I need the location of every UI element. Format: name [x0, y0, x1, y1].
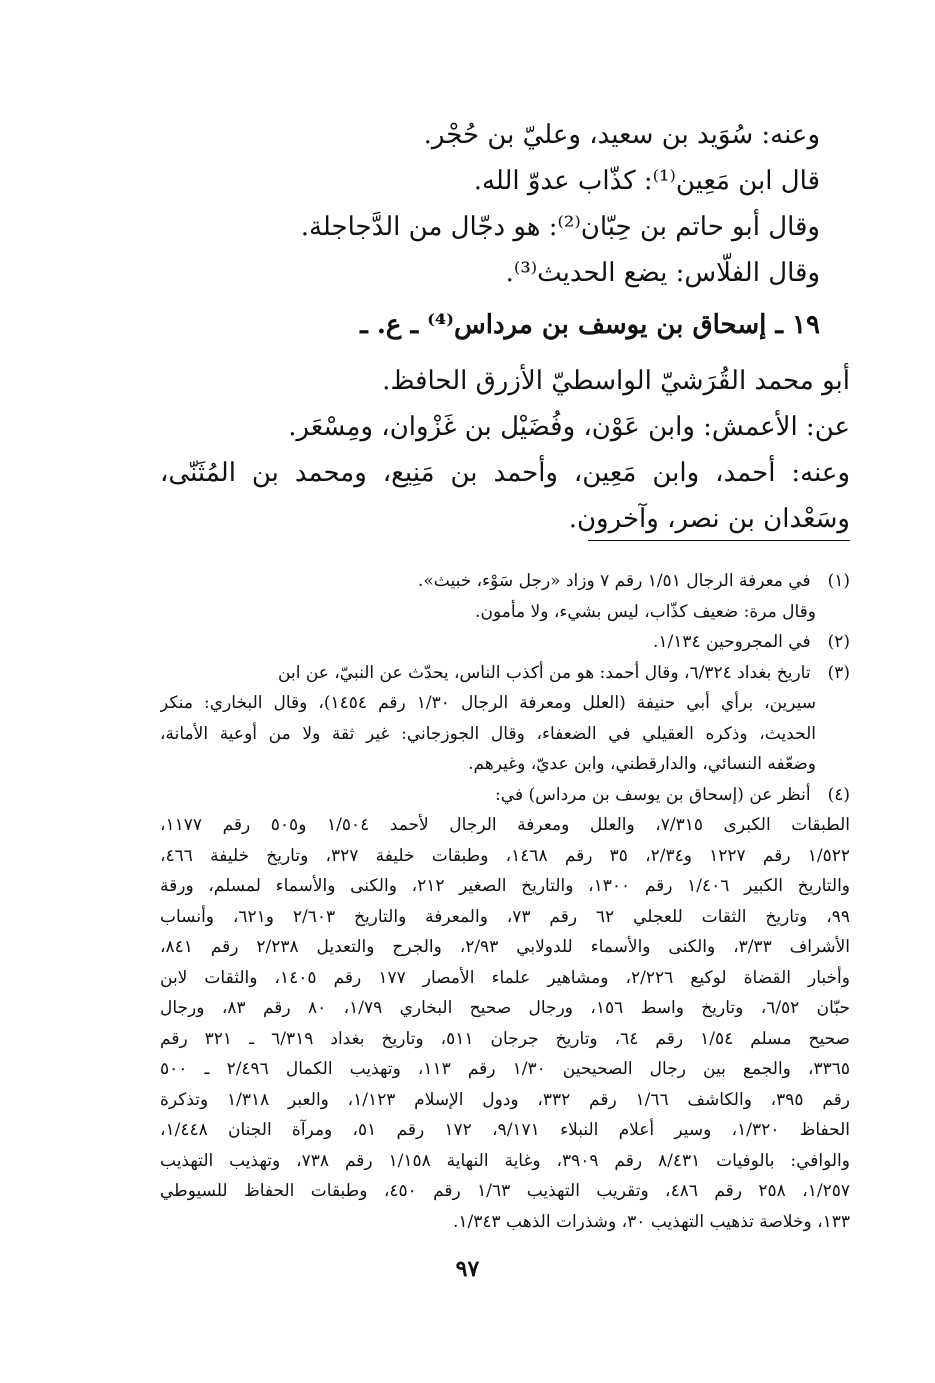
text-line-kunya: أبو محمد القُرَشيّ الواسطيّ الأزرق الحافظ. [382, 366, 850, 396]
footnote-text: ٣٣٦٥، والجمع بين رجال الصحيحين ١/٣٠ رقم ١١٣، وتهذيب الكمال ٢/٤٩٦ ـ ٥٠٠ [160, 1059, 850, 1079]
text-line-teachers: عن: الأعمش: وابن عَوْن، وفُضَيْل بن غَزْوان، ومِسْعَر. [288, 412, 850, 442]
footnote-text: والوافي: بالوفيات ٨/٤٣١ رقم ٣٩٠٩، وغاية النهاية ١/١٥٨ رقم ٧٣٨، وتهذيب التهذيب [160, 1150, 850, 1171]
footnote-number: (١) [827, 571, 850, 591]
footnotes [160, 566, 850, 1237]
text-line-fallas: وقال الفلّاس: يضع الحديث⁽³⁾. [505, 258, 820, 288]
page-number: ٩٧ [455, 1256, 480, 1282]
footnote-text: ٩٩، وتاريخ الثقات للعجلي ٦٢ رقم ٧٣، والمعرفة والتاريخ ٢/٦٠٣ و٦٢١، وأنساب [160, 906, 850, 927]
text-line-students-cont: وسَعْدان بن نصر، وآخرون. [568, 504, 850, 534]
footnote-text: أنظر عن (إسحاق بن يوسف بن مرداس) في: [495, 784, 811, 805]
footnote-3 [160, 658, 850, 780]
footnote-text: الحديث، وذكره العقيلي في الضعفاء، وقال الجوزجاني: غير ثقة ولا من أوعية الأمانة، [160, 723, 816, 744]
footnote-number: (٣) [827, 662, 850, 683]
main-text [160, 112, 850, 542]
footnote-text: والتاريخ الكبير ١/٤٠٦ رقم ١٣٠٠، والتاريخ الصغير ٢١٢، والكنى والأسماء لمسلم، ورقة [160, 876, 850, 896]
footnote-text: تاريخ بغداد ٦/٣٢٤، وقال أحمد: هو من أكذب الناس، يحدّث عن النبيّ، عن ابن [278, 662, 811, 683]
footnote-number: (٤) [827, 784, 850, 805]
footnote-text: حبّان ٦/٥٢، وتاريخ واسط ١٥٦، ورجال صحيح البخاري ١/٧٩، ٨٠ رقم ٨٣، ورجال [160, 998, 850, 1018]
footnote-text: صحيح مسلم ١/٥٤ رقم ٦٤، وتاريخ جرجان ٥١١، وتاريخ بغداد ٦/٣١٩ ـ ٣٢١ رقم [160, 1028, 850, 1049]
footnote-text: في المجروحين ١/١٣٤. [652, 632, 811, 652]
entry-heading: ١٩ ـ إسحاق بن يوسف بن مرداس⁽⁴⁾ ـ ع. ـ [360, 310, 820, 340]
text-line-students: وعنه: أحمد، وابن مَعِين، وأحمد بن مَنِيع، ومحمد بن المُثَنّى، [160, 458, 850, 488]
footnote-text: ١/٢٥٧، ٢٥٨ رقم ٤٨٦، وتقريب التهذيب ١/٦٣ رقم ٤٥٠، وطبقات الحفاظ للسيوطي [160, 1181, 850, 1201]
text-line-abu-hatim: وقال أبو حاتم بن حِبّان⁽²⁾: هو دجّال من الدَّجاجلة. [300, 212, 820, 242]
footnote-text: وقال مرة: ضعيف كذّاب، ليس بشيء، ولا مأمون. [475, 601, 816, 622]
footnote-number: (٢) [827, 632, 850, 652]
footnote-text: سيرين، برأي أبي حنيفة (العلل ومعرفة الرجال ١/٣٠ رقم ١٤٥٤)، وقال البخاري: منكر [160, 693, 816, 713]
footnote-text: ١/٥٢٢ رقم ١٢٢٧ و٢/٣٤، ٣٥ رقم ١٤٦٨، وطبقات خليفة ٣٢٧، وتاريخ خليفة ٤٦٦، [160, 845, 850, 866]
text-line-ibn-main: قال ابن مَعِين⁽¹⁾: كذّاب عدوّ الله. [473, 166, 820, 196]
footnote-text: وأخبار القضاة لوكيع ٢/٢٢٦، ومشاهير علماء الأمصار ١٧٧ رقم ١٤٠٥، والثقات لابن [160, 967, 850, 988]
footnote-4 [160, 780, 850, 1238]
footnote-text: الحفاظ ١/٣٢٠، وسير أعلام النبلاء ٩/١٧١، ١٧٢ رقم ٥١، ومرآة الجنان ١/٤٤٨، [160, 1120, 850, 1140]
footnote-text: رقم ٣٩٥، والكاشف ١/٦٦ رقم ٣٣٢، ودول الإسلام ١/١٢٣، والعبر ١/٣١٨ وتذكرة [160, 1089, 850, 1110]
footnote-1 [160, 566, 850, 627]
text-line-narrators: وعنه: سُوَيد بن سعيد، وعليّ بن حُجْر. [423, 120, 820, 150]
footnote-text: ١٣٣، وخلاصة تذهيب التهذيب ٣٠، وشذرات الذهب ١/٣٤٣. [452, 1211, 850, 1232]
footnote-divider [588, 540, 850, 541]
footnote-2 [160, 627, 850, 658]
footnote-text: في معرفة الرجال ١/٥١ رقم ٧ وزاد «رجل سَوْء، خبيث». [417, 571, 811, 591]
footnote-text: الطبقات الكبرى ٧/٣١٥، والعلل ومعرفة الرجال لأحمد ١/٥٠٤ و٥٠٥ رقم ١١٧٧، [160, 815, 850, 835]
footnote-text: الأشراف ٣/٣٣، والكنى والأسماء للدولابي ٢/٩٣، والجرح والتعديل ٢/٢٣٨ رقم ٨٤١، [160, 937, 850, 957]
footnote-text: وضعّفه النسائي، والدارقطني، وابن عديّ، وغيرهم. [468, 754, 816, 774]
